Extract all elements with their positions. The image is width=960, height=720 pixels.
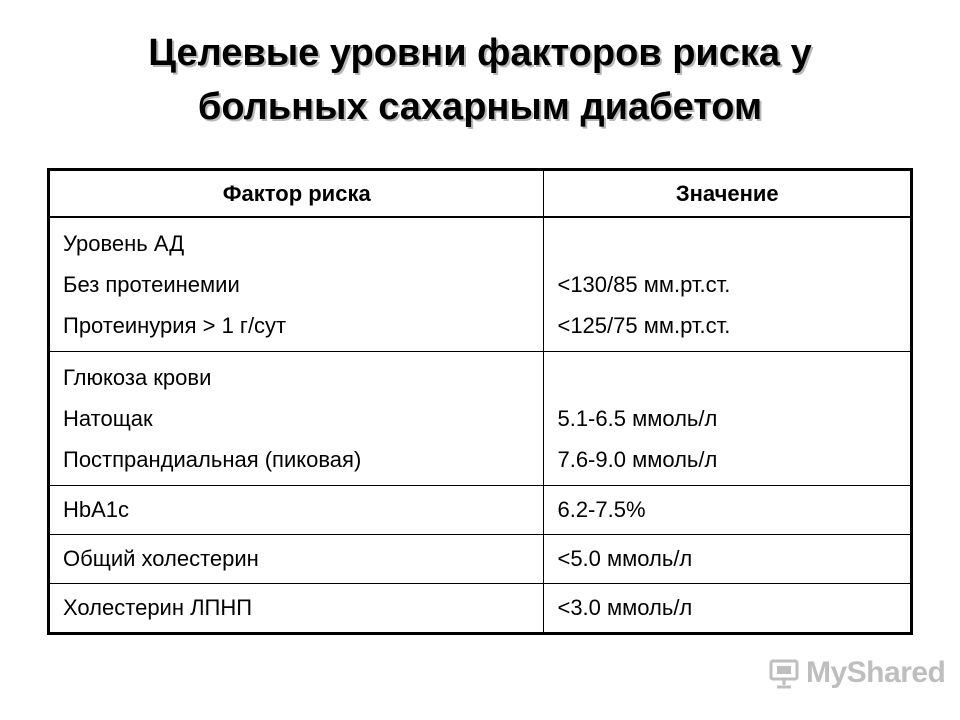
value-cell: <5.0 ммоль/л [544, 535, 912, 584]
factor-cell [49, 352, 544, 486]
value-line: 5.1-6.5 ммоль/л [557, 406, 718, 431]
factor-cell: Общий холестерин [49, 535, 544, 584]
column-header-factor: Фактор риска [49, 170, 544, 218]
table-row-ldl-cholesterol [49, 584, 912, 634]
slide-title-line-1: Целевые уровни факторов риска у [148, 32, 812, 74]
value-line [557, 357, 910, 398]
value-cell: 6.2-7.5% [544, 486, 912, 535]
column-header-value: Значение [544, 170, 912, 218]
watermark-text: MyShared [806, 656, 946, 689]
presentation-board-icon [768, 658, 800, 690]
slide-title-line-2: больных сахарным диабетом [197, 86, 763, 128]
factor-line: Постпрандиальная (пиковая) [63, 447, 362, 472]
watermark [768, 652, 946, 692]
factor-cell [49, 217, 544, 352]
slide-title [40, 26, 920, 134]
table-row-blood-glucose [49, 352, 912, 486]
table-row-blood-pressure [49, 217, 912, 352]
table-row-total-cholesterol [49, 535, 912, 584]
table-header-row [49, 170, 912, 218]
value-line: <125/75 мм.рт.ст. [557, 313, 731, 338]
factor-line: Без протеинемии [63, 272, 240, 297]
value-cell: <3.0 ммоль/л [544, 584, 912, 634]
table-row-hba1c [49, 486, 912, 535]
factor-line: Натощак [63, 406, 153, 431]
factor-line: Протеинурия > 1 г/сут [63, 313, 287, 338]
risk-factors-table [47, 168, 913, 635]
value-cell [544, 217, 912, 352]
factor-cell: HbA1c [49, 486, 544, 535]
factor-line: Уровень АД [63, 231, 185, 256]
value-cell [544, 352, 912, 486]
factor-line: Глюкоза крови [63, 365, 212, 390]
value-line: 7.6-9.0 ммоль/л [557, 447, 718, 472]
value-line [557, 223, 910, 264]
factor-cell: Холестерин ЛПНП [49, 584, 544, 634]
value-line: <130/85 мм.рт.ст. [557, 272, 731, 297]
